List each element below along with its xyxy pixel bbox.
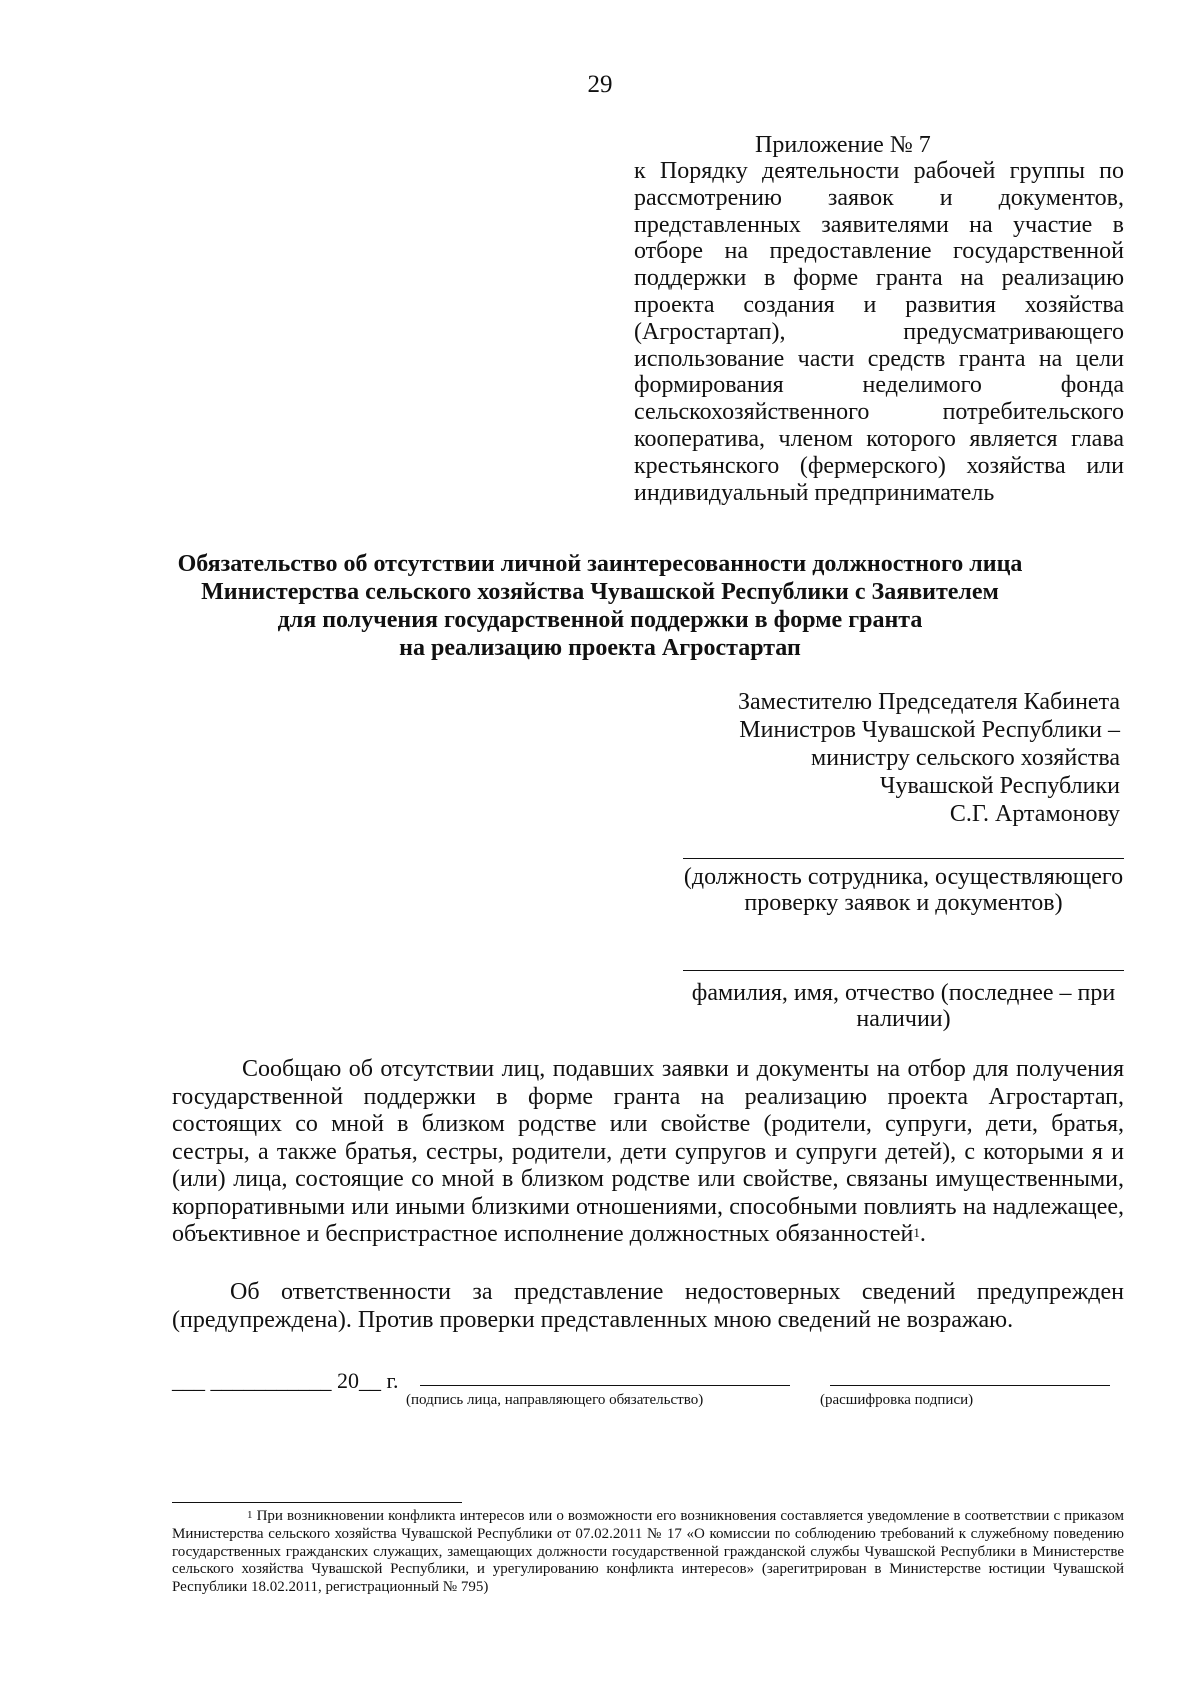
appendix-text: к Порядку деятельности рабочей группы по рассмотрению заявок и документов, представленных заявителями на участие в отборе на предоставление государственной поддержки в форме гранта на реализацию проекта создания и развития хозяйства (Агростартап), предусматривающего использование части средств гранта на цели формирования неделимого фонда сельскохозяйственного потребительского кооператива, членом которого является глава крестьянского (фермерского) хозяйства или индивидуальный предприниматель [634, 158, 1124, 506]
appendix-title: Приложение № 7 [755, 132, 931, 158]
signature-decode-line [830, 1385, 1110, 1386]
footnote-reference: 1 [913, 1225, 920, 1240]
footnote [172, 1508, 1124, 1597]
paragraph-1-text: Сообщаю об отсутствии лиц, подавших заявки и документы на отбор для получения государственной поддержки в форме гранта на реализацию проекта Агростартап, состоящих со мной в близком родстве или свойстве (родители, супруги, дети, братья, сестры, а также братья, сестры, родители, дети супругов и супруги детей), с которыми я и (или) лица, состоящие со мной в близком родстве или свойстве, связаны имущественными, корпоративными или иными близкими отношениями, способными повлиять на надлежащее, объективное и беспристрастное исполнение должностных обязанностей [172, 1056, 1124, 1247]
title-line: на реализацию проекта Агростартап [399, 635, 801, 661]
name-fill-line [683, 970, 1124, 971]
addressee-block [738, 688, 1120, 828]
paragraph-1-end: . [919, 1221, 926, 1247]
page-number: 29 [587, 71, 613, 98]
title-line: Обязательство об отсутствии личной заинтересованности должностного лица [177, 551, 1023, 577]
document-title [150, 550, 1050, 662]
addressee-line: Заместителю Председателя Кабинета [737, 689, 1120, 715]
position-fill-line [683, 858, 1124, 859]
addressee-line: С.Г. Артамонову [949, 801, 1120, 827]
date-field: ___ ___________ 20__ г. [172, 1368, 399, 1393]
addressee-line: Министров Чувашской Республики – [739, 717, 1120, 743]
footnote-separator [172, 1502, 462, 1503]
signature-caption: (подпись лица, направляющего обязательство) [406, 1392, 704, 1408]
signature-decode-caption: (расшифровка подписи) [820, 1392, 974, 1408]
title-line: для получения государственной поддержки в форме гранта [277, 607, 923, 633]
addressee-line: Чувашской Республики [879, 773, 1120, 799]
body-paragraph-1 [172, 1056, 1124, 1249]
position-caption: (должность сотрудника, осуществляющего проверку заявок и документов) [683, 864, 1124, 916]
name-caption: фамилия, имя, отчество (последнее – при наличии) [691, 980, 1116, 1032]
addressee-line: министру сельского хозяйства [811, 745, 1120, 771]
footnote-mark: 1 [247, 1509, 253, 1521]
signature-line [420, 1385, 790, 1386]
body-paragraph-2: Об ответственности за представление недостоверных сведений предупрежден (предупреждена). Против проверки представленных мною сведений не возражаю. [172, 1279, 1124, 1333]
title-line: Министерства сельского хозяйства Чувашской Республики с Заявителем [201, 579, 999, 605]
footnote-text: При возникновении конфликта интересов или о возможности его возникновения составляется уведомление в соответствии с приказом Министерства сельского хозяйства Чувашской Республики от 07.02.2011 № 17 «О комиссии по соблюдению требований к служебному поведению государственных гражданских служащих, замещающих должности государственной гражданской службы Чувашской Республики в Министерстве сельского хозяйства Чувашской Республики, и урегулированию конфликта интересов» (зарегитрирован в Министерстве юстиции Чувашской Республики 18.02.2011, регистрационный № 795) [172, 1508, 1124, 1596]
